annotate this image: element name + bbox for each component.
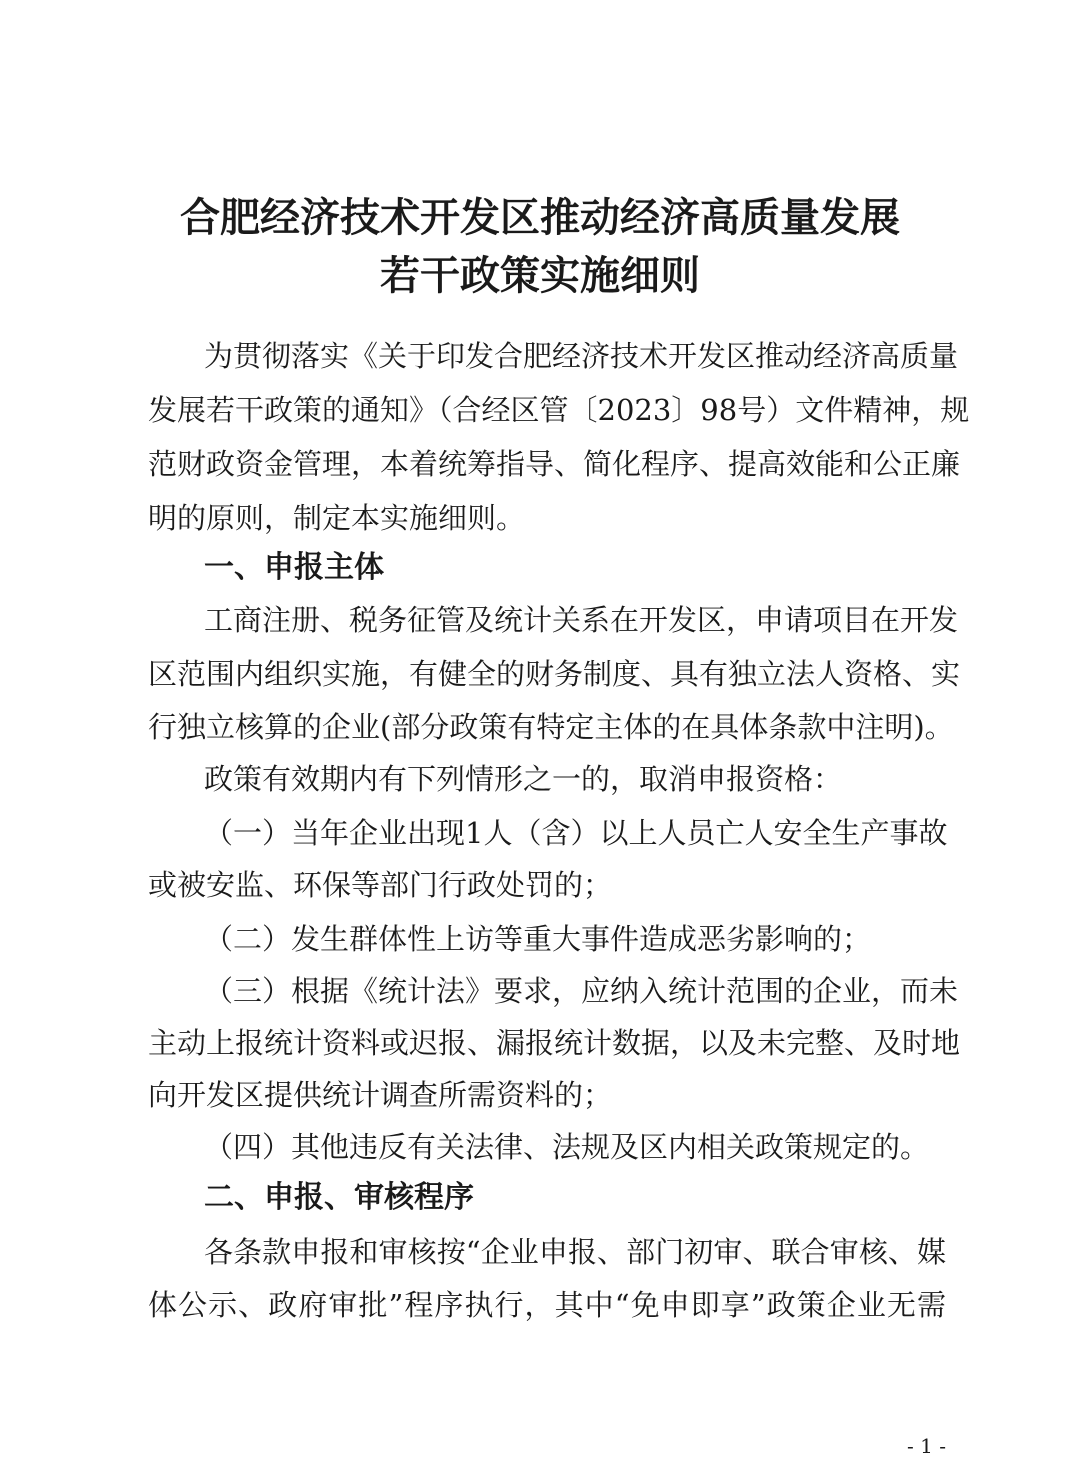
section-heading-1: 一、申报主体 xyxy=(204,550,384,585)
section-heading-2: 二、申报、审核程序 xyxy=(204,1180,474,1215)
intro-line: 发展若干政策的通知》（合经区管〔2023〕98号）文件精神，规 xyxy=(148,393,970,427)
item4: （四）其他违反有关法律、法规及区内相关政策规定的。 xyxy=(204,1130,930,1164)
section2-para1-line: 各条款申报和审核按“企业申报、部门初审、联合审核、媒 xyxy=(204,1235,946,1269)
item1-line: （一）当年企业出现1人（含）以上人员亡人安全生产事故 xyxy=(204,816,948,850)
page-number: - 1 - xyxy=(907,1434,946,1458)
intro-line: 为贯彻落实《关于印发合肥经济技术开发区推动经济高质量 xyxy=(204,339,959,373)
section1-para1-line: 行独立核算的企业(部分政策有特定主体的在具体条款中注明)。 xyxy=(148,710,954,744)
intro-line: 明的原则，制定本实施细则。 xyxy=(148,501,526,535)
section1-para1-line: 区范围内组织实施，有健全的财务制度、具有独立法人资格、实 xyxy=(148,657,961,691)
section1-para1-line: 工商注册、税务征管及统计关系在开发区，申请项目在开发 xyxy=(204,603,959,637)
document-title-line1: 合肥经济技术开发区推动经济高质量发展 xyxy=(180,195,900,241)
section1-para2: 政策有效期内有下列情形之一的，取消申报资格： xyxy=(204,762,843,796)
document-title-line2: 若干政策实施细则 xyxy=(380,253,700,299)
item2: （二）发生群体性上访等重大事件造成恶劣影响的； xyxy=(204,922,872,956)
intro-line: 范财政资金管理，本着统筹指导、简化程序、提高效能和公正廉 xyxy=(148,447,961,481)
item1-line: 或被安监、环保等部门行政处罚的； xyxy=(148,868,613,902)
item3-line: 向开发区提供统计调查所需资料的； xyxy=(148,1078,613,1112)
section2-para1-line: 体公示、政府审批”程序执行，其中“免申即享”政策企业无需 xyxy=(148,1288,946,1322)
item3-line: （三）根据《统计法》要求，应纳入统计范围的企业，而未 xyxy=(204,974,959,1008)
item3-line: 主动上报统计资料或迟报、漏报统计数据，以及未完整、及时地 xyxy=(148,1026,961,1060)
